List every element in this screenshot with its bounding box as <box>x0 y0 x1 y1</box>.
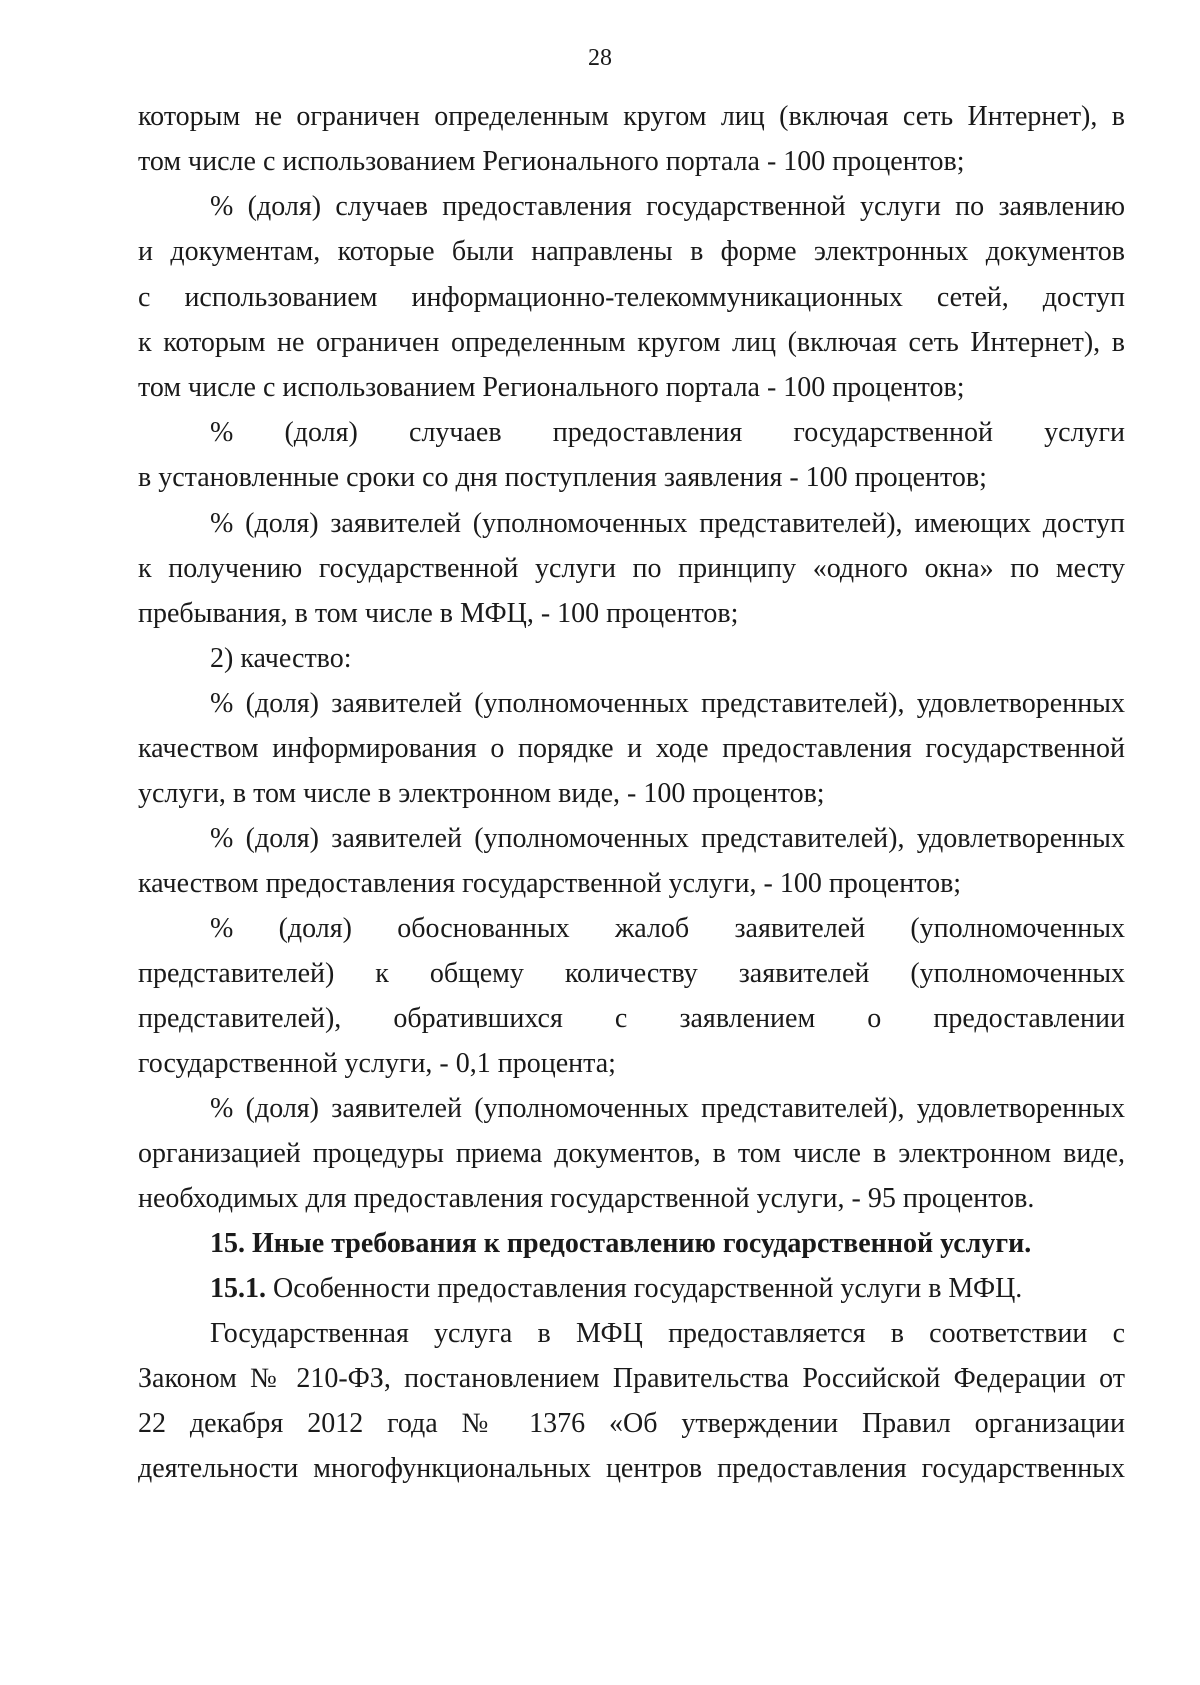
text-line: деятельности многофункциональных центров предоставления государственных <box>138 1453 1125 1484</box>
text-line: качеством информирования о порядке и ходе предоставления государственной <box>138 733 1125 764</box>
text-line: и документам, которые были направлены в форме электронных документов <box>138 236 1125 267</box>
text-line: Законом № 210-ФЗ, постановлением Правительства Российской Федерации от <box>138 1363 1125 1394</box>
text-line: пребывания, в том числе в МФЦ, - 100 процентов; <box>138 598 739 629</box>
text-line: % (доля) случаев предоставления государственной услуги по заявлению <box>210 191 1125 222</box>
text-line: качеством предоставления государственной услуги, - 100 процентов; <box>138 868 962 899</box>
text-line: к которым не ограничен определенным кругом лиц (включая сеть Интернет), в <box>138 327 1125 358</box>
text-line: государственной услуги, - 0,1 процента; <box>138 1048 616 1079</box>
text-line: необходимых для предоставления государственной услуги, - 95 процентов. <box>138 1183 1035 1214</box>
text-line: том числе с использованием Регионального портала - 100 процентов; <box>138 146 965 177</box>
text-line: представителей) к общему количеству заявителей (уполномоченных <box>138 958 1125 989</box>
text-line: Государственная услуга в МФЦ предоставляется в соответствии с <box>210 1318 1125 1349</box>
text-line: % (доля) обоснованных жалоб заявителей (уполномоченных <box>210 913 1125 944</box>
subsection-heading <box>210 1270 1125 1308</box>
text-line: в установленные сроки со дня поступления заявления - 100 процентов; <box>138 462 987 493</box>
text-line: % (доля) заявителей (уполномоченных представителей), удовлетворенных <box>210 823 1125 854</box>
text-line: 22 декабря 2012 года № 1376 «Об утверждении Правил организации <box>138 1408 1125 1439</box>
text-line: % (доля) заявителей (уполномоченных представителей), имеющих доступ <box>210 508 1125 539</box>
text-line: % (доля) заявителей (уполномоченных представителей), удовлетворенных <box>210 688 1125 719</box>
text-line: % (доля) случаев предоставления государственной услуги <box>210 417 1125 448</box>
text-line: к получению государственной услуги по принципу «одного окна» по месту <box>138 553 1125 584</box>
text-line: которым не ограничен определенным кругом лиц (включая сеть Интернет), в <box>138 101 1125 132</box>
text-line: представителей), обратившихся с заявлением о предоставлении <box>138 1003 1125 1034</box>
text-line: организацией процедуры приема документов, в том числе в электронном виде, <box>138 1138 1125 1169</box>
text-line: услуги, в том числе в электронном виде, - 100 процентов; <box>138 778 825 809</box>
text-line: с использованием информационно-телекоммуникационных сетей, доступ <box>138 282 1125 313</box>
page-number: 28 <box>588 45 612 71</box>
subsection-number: 15.1. <box>210 1273 266 1304</box>
text-line: % (доля) заявителей (уполномоченных представителей), удовлетворенных <box>210 1093 1125 1124</box>
subsection-title: Особенности предоставления государственной услуги в МФЦ. <box>273 1273 1023 1304</box>
text-line: том числе с использованием Регионального портала - 100 процентов; <box>138 372 965 403</box>
text-line: 2) качество: <box>210 643 352 674</box>
section-heading: 15. Иные требования к предоставлению государственной услуги. <box>210 1228 1032 1259</box>
